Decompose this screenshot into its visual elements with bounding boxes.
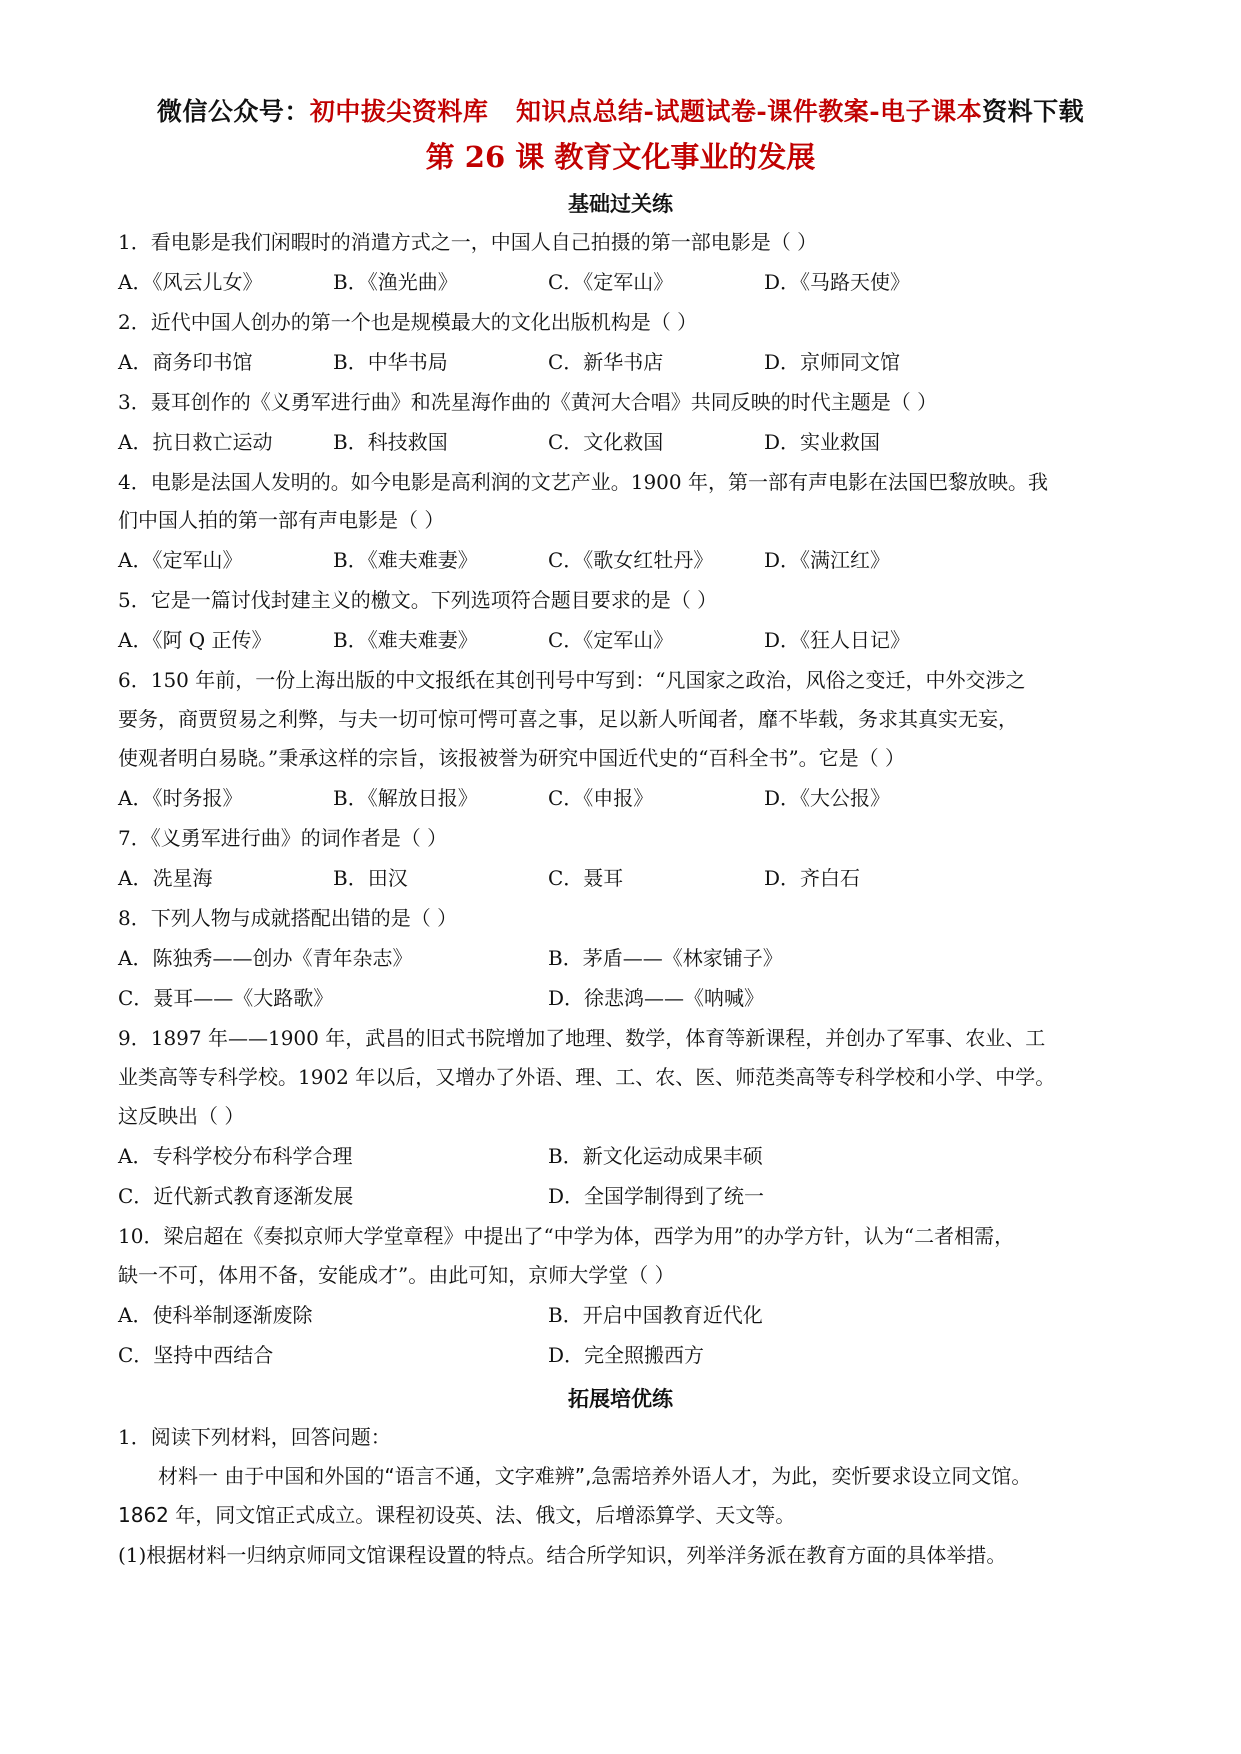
question-10-stem-line-2: 缺一不可，体用不备，安能成才”。由此可知，京师大学堂（ ） bbox=[118, 1263, 675, 1287]
question-4-stem-line-1: 4．电影是法国人发明的。如今电影是高利润的文艺产业。1900 年，第一部有声电影在法国巴黎放映。我 bbox=[118, 470, 1048, 494]
question-7-option-b: B．田汉 bbox=[333, 866, 408, 890]
question-1-option-d: D．《马路天使》 bbox=[764, 270, 911, 294]
question-3-option-b: B．科技救国 bbox=[333, 430, 448, 454]
question-4-option-a: A．《定军山》 bbox=[118, 548, 243, 572]
banner-categories: 知识点总结-试题试卷-课件教案-电子课本 bbox=[516, 97, 983, 126]
banner-suffix: 资料下载 bbox=[982, 97, 1085, 126]
question-6-option-a: A．《时务报》 bbox=[118, 786, 243, 810]
question-9-option-a: A．专科学校分布科学合理 bbox=[118, 1144, 353, 1168]
question-10-option-c: C．坚持中西结合 bbox=[118, 1343, 274, 1367]
question-1-option-c: C．《定军山》 bbox=[548, 270, 674, 294]
question-6-option-d: D．《大公报》 bbox=[764, 786, 891, 810]
question-1-option-b: B．《渔光曲》 bbox=[333, 270, 458, 294]
section-heading-basic: 基础过关练 bbox=[568, 191, 673, 216]
header-banner bbox=[0, 92, 1241, 128]
material-1-line-2: 1862 年，同文馆正式成立。课程初设英、法、俄文，后增添算学、天文等。 bbox=[118, 1503, 796, 1527]
question-4-option-b: B．《难夫难妻》 bbox=[333, 548, 478, 572]
question-5-option-a: A．《阿 Q 正传》 bbox=[118, 628, 272, 652]
section-heading-extension: 拓展培优练 bbox=[568, 1386, 673, 1411]
question-6-stem-line-3: 使观者明白易晓。”秉承这样的宗旨，该报被誉为研究中国近代史的“百科全书”。它是（ ） bbox=[118, 746, 906, 770]
question-8-stem: 8．下列人物与成就搭配出错的是（ ） bbox=[118, 906, 458, 930]
question-5-option-c: C．《定军山》 bbox=[548, 628, 674, 652]
question-3-stem: 3．聂耳创作的《义勇军进行曲》和冼星海作曲的《黄河大合唱》共同反映的时代主题是（ ） bbox=[118, 390, 938, 414]
question-9-stem-line-3: 这反映出（ ） bbox=[118, 1104, 245, 1128]
question-10-stem-line-1: 10．梁启超在《奏拟京师大学堂章程》中提出了“中学为体，西学为用”的办学方针，认为“二者相需， bbox=[118, 1224, 1015, 1248]
question-10-option-b: B．开启中国教育近代化 bbox=[548, 1303, 763, 1327]
extension-question-1-part-1: (1)根据材料一归纳京师同文馆课程设置的特点。结合所学知识，列举洋务派在教育方面的具体举措。 bbox=[118, 1543, 1007, 1567]
question-2-option-a: A．商务印书馆 bbox=[118, 350, 253, 374]
question-5-option-b: B．《难夫难妻》 bbox=[333, 628, 478, 652]
question-3-option-c: C．文化救国 bbox=[548, 430, 664, 454]
question-8-option-c: C．聂耳——《大路歌》 bbox=[118, 986, 334, 1010]
question-7-stem: 7．《义勇军进行曲》的词作者是（ ） bbox=[118, 826, 448, 850]
question-9-stem-line-1: 9．1897 年——1900 年，武昌的旧式书院增加了地理、数学，体育等新课程，并创办了军事、农业、工 bbox=[118, 1026, 1046, 1050]
question-9-option-d: D．全国学制得到了统一 bbox=[548, 1184, 765, 1208]
question-5-stem: 5．它是一篇讨伐封建主义的檄文。下列选项符合题目要求的是（ ） bbox=[118, 588, 718, 612]
question-7-option-a: A．冼星海 bbox=[118, 866, 213, 890]
question-2-stem: 2．近代中国人创办的第一个也是规模最大的文化出版机构是（ ） bbox=[118, 310, 698, 334]
question-7-option-c: C．聂耳 bbox=[548, 866, 624, 890]
question-2-option-c: C．新华书店 bbox=[548, 350, 664, 374]
question-3-option-a: A．抗日救亡运动 bbox=[118, 430, 273, 454]
question-9-option-c: C．近代新式教育逐渐发展 bbox=[118, 1184, 354, 1208]
question-4-stem-line-2: 们中国人拍的第一部有声电影是（ ） bbox=[118, 508, 445, 532]
question-6-stem-line-1: 6．150 年前，一份上海出版的中文报纸在其创刊号中写到：“凡国家之政治，风俗之变迁，中外交涉之 bbox=[118, 668, 1026, 692]
question-5-option-d: D．《狂人日记》 bbox=[764, 628, 911, 652]
question-10-option-a: A．使科举制逐渐废除 bbox=[118, 1303, 313, 1327]
lesson-title: 第 26 课 教育文化事业的发展 bbox=[425, 140, 816, 174]
question-1-stem: 1．看电影是我们闲暇时的消遣方式之一，中国人自己拍摄的第一部电影是（ ） bbox=[118, 230, 818, 254]
question-1-option-a: A．《风云儿女》 bbox=[118, 270, 263, 294]
question-7-option-d: D．齐白石 bbox=[764, 866, 861, 890]
question-10-option-d: D．完全照搬西方 bbox=[548, 1343, 705, 1367]
question-6-option-b: B．《解放日报》 bbox=[333, 786, 478, 810]
question-8-option-d: D．徐悲鸿——《呐喊》 bbox=[548, 986, 765, 1010]
extension-question-1-stem: 1．阅读下列材料，回答问题： bbox=[118, 1425, 391, 1449]
material-1-line-1: 材料一 由于中国和外国的“语言不通，文字难辨”,急需培养外语人才，为此，奕忻要求设立同文馆。 bbox=[158, 1464, 1032, 1488]
question-9-option-b: B．新文化运动成果丰硕 bbox=[548, 1144, 763, 1168]
banner-account-name: 初中拔尖资料库 bbox=[309, 97, 489, 126]
question-9-stem-line-2: 业类高等专科学校。1902 年以后，又增办了外语、理、工、农、医、师范类高等专科学校和小学、中学。 bbox=[118, 1065, 1056, 1089]
question-2-option-b: B．中华书局 bbox=[333, 350, 448, 374]
question-2-option-d: D．京师同文馆 bbox=[764, 350, 901, 374]
question-8-option-b: B．茅盾——《林家铺子》 bbox=[548, 946, 783, 970]
question-4-option-c: C．《歌女红牡丹》 bbox=[548, 548, 714, 572]
question-8-option-a: A．陈独秀——创办《青年杂志》 bbox=[118, 946, 413, 970]
question-3-option-d: D．实业救国 bbox=[764, 430, 881, 454]
question-6-option-c: C．《申报》 bbox=[548, 786, 654, 810]
question-4-option-d: D．《满江红》 bbox=[764, 548, 891, 572]
banner-prefix: 微信公众号： bbox=[156, 97, 310, 126]
question-6-stem-line-2: 要务，商贾贸易之利弊，与夫一切可惊可愕可喜之事，足以新人听闻者，靡不毕载，务求其真实无妄， bbox=[118, 707, 1018, 731]
